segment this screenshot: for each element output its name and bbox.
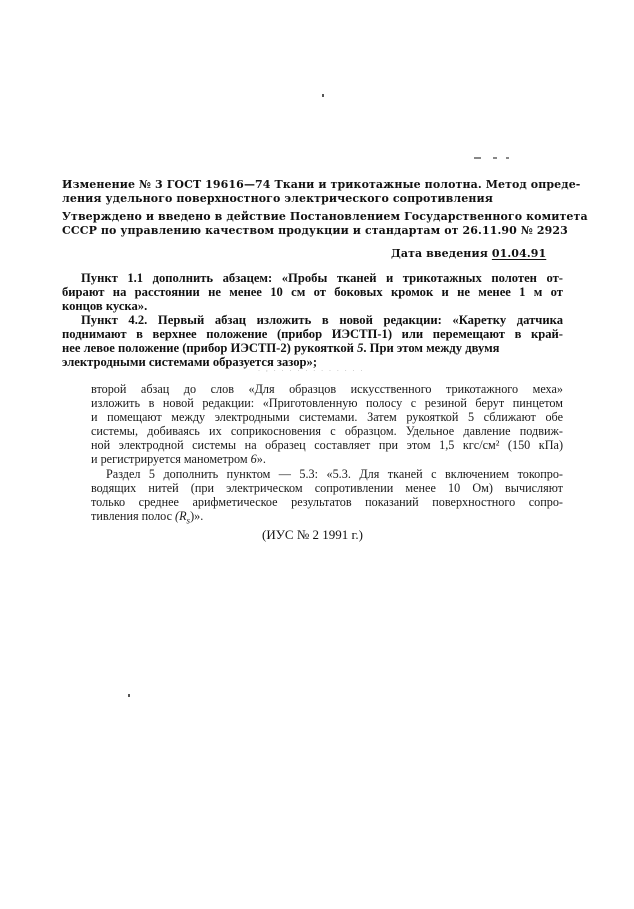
amendment-3-line-6 bbox=[91, 452, 266, 466]
scan-dash bbox=[506, 157, 509, 159]
effective-date-label: Дата введения bbox=[391, 247, 488, 260]
scan-dash bbox=[493, 157, 497, 159]
effective-date-value: 01.04.91 bbox=[491, 247, 547, 260]
approval-line-2: СССР по управлению качеством продукции и стандартам от 26.11.90 № 2923 bbox=[62, 224, 568, 237]
scan-speck bbox=[128, 694, 130, 697]
formula-rs-subscript: s bbox=[186, 515, 191, 526]
faint-scan-dots: . , . . . . . . . . . . . . bbox=[258, 366, 365, 373]
formula-rs-symbol: (R bbox=[175, 509, 187, 523]
amendment-4-line-1: Раздел 5 дополнить пунктом — 5.3: «5.3. Для тканей с включением токопро- bbox=[106, 467, 563, 481]
amendment-3-line-3: и помещают между электродными системами. Затем рукояткой 5 сближают обе bbox=[91, 410, 563, 424]
amendment-2-line-2: поднимают в верхнее положение (прибор ИЭСТП-1) или перемещают в край- bbox=[62, 327, 563, 341]
formula-rs bbox=[175, 509, 191, 526]
document-title-line-1: Изменение № 3 ГОСТ 19616—74 Ткани и трикотажные полотна. Метод опреде- bbox=[62, 178, 581, 191]
amendment-2-line-3-tail: . При этом между двумя bbox=[363, 341, 500, 355]
amendment-2-line-1: Пункт 4.2. Первый абзац изложить в новой редакции: «Каретку датчика bbox=[81, 313, 563, 327]
amendment-3-line-6-text: и регистрируется манометром bbox=[91, 452, 248, 466]
amendment-4-line-4-tail: ». bbox=[194, 509, 204, 523]
scan-dash bbox=[474, 157, 481, 159]
amendment-3-line-1: второй абзац до слов «Для образцов искусственного трикотажного меха» bbox=[91, 382, 563, 396]
amendment-2-line-3 bbox=[62, 341, 563, 355]
amendment-3-line-6-tail: ». bbox=[256, 452, 266, 466]
amendment-1-line-1: Пункт 1.1 дополнить абзацем: «Пробы тканей и трикотажных полотен от- bbox=[81, 271, 563, 285]
amendment-3-line-2: изложить в новой редакции: «Приготовленную полосу с резиной берут пинцетом bbox=[91, 396, 563, 410]
amendment-4-line-4 bbox=[91, 509, 203, 527]
reference-number: 5 bbox=[357, 341, 364, 355]
reference-number: 6 bbox=[250, 452, 257, 466]
amendment-4-line-3: только среднее арифметическое результатов показаний поверхностного сопро- bbox=[91, 495, 563, 509]
scan-speck bbox=[322, 94, 324, 97]
amendment-3-line-4: системы, добиваясь их соприкосновения с образцом. Удельное давление подвиж- bbox=[91, 424, 563, 438]
effective-date bbox=[391, 247, 546, 261]
amendment-4-line-2: водящих нитей (при электрическом сопротивлении менее 10 Ом) вычисляют bbox=[91, 481, 563, 495]
amendment-1-line-2: бирают на расстоянии не менее 10 см от боковых кромок и не менее 1 м от bbox=[62, 285, 563, 299]
amendment-4-line-4-text: тивления полос bbox=[91, 509, 172, 523]
amendment-2-line-3-text: нее левое положение (прибор ИЭСТП-2) рукояткой bbox=[62, 341, 354, 355]
approval-line-1: Утверждено и введено в действие Постановлением Государственного комитета bbox=[62, 210, 588, 223]
amendment-2-line-4: электродными системами образуется зазор»; bbox=[62, 355, 318, 369]
amendment-3-line-5: ной электродной системы на образец составляет при этом 1,5 кгс/см² (150 кПа) bbox=[91, 438, 563, 452]
amendment-1-line-3: концов куска». bbox=[62, 299, 148, 313]
document-title-line-2: ления удельного поверхностного электрического сопротивления bbox=[62, 192, 494, 205]
formula-rs-close: ) bbox=[190, 509, 195, 523]
source-note: (ИУС № 2 1991 г.) bbox=[262, 527, 363, 542]
